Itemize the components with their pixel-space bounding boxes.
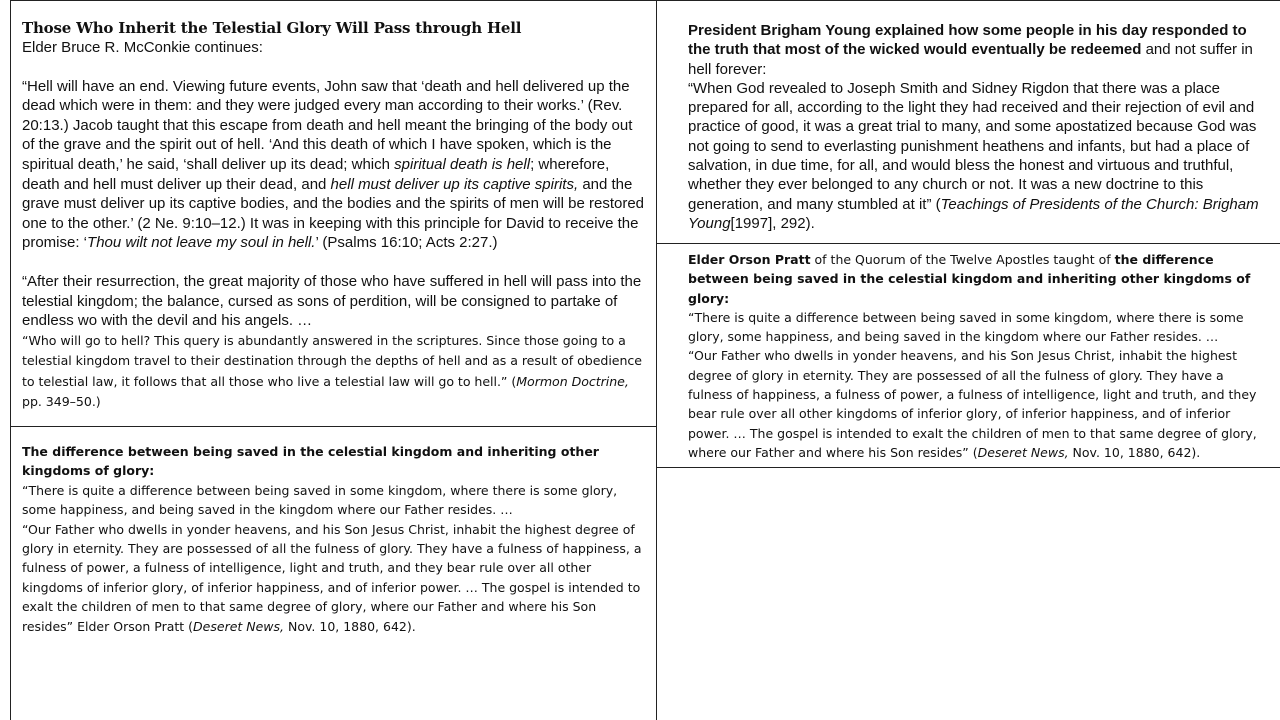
quote-text: “Our Father who dwells in yonder heavens, and his Son Jesus Christ, inhabit the highest degree of glory in eternity. They are possessed of all the fulness of glory. They have a fulness of happiness, a fulness of power, a fulness of intelligence, light and truth, and they bear rule over all other kingdoms of inferior glory, of inferior happiness, and of inferior power. … The gospel is intended to exalt the children of men to that same degree of glory, where our Father and where his Son resides” ( (688, 348, 1257, 460)
intro-line: Elder Bruce R. McConkie continues: (22, 39, 263, 56)
quote-text: Nov. 10, 1880, 642). (1068, 444, 1201, 460)
orson-pratt-panel (656, 243, 1280, 468)
quote-text: “Hell will have an end. Viewing future events, John saw that ‘death and hell delivered up the dead which were in them: and they were judged every man according to their works.’ (Rev. 20:13.) Jacob taught that this escape from death and hell meant the bringing of the body out of the grave and the spirit out of hell. ‘And this death of which I have spoken, which is the spiritual death,’ he said, ‘shall deliver up its dead; which (22, 77, 633, 173)
quote-paragraph-1: “There is quite a difference between being saved in some kingdom, where there is some glory, some happiness, and being saved in the kingdom where our Father resides. … (688, 309, 1244, 345)
quote-text: pp. 349–50.) (22, 393, 101, 409)
quote-paragraph-2 (688, 346, 1270, 462)
source-title: Mormon Doctrine, (516, 373, 629, 389)
quote-paragraph-2 (22, 520, 644, 636)
quote-text: “Our Father who dwells in yonder heavens, and his Son Jesus Christ, inhabit the highest degree of glory in eternity. They are possessed of all the fulness of glory. They have a fulness of happiness, a fulness of power, a fulness of intelligence, light and truth, and they bear rule over all other kingdoms of inferior glory, of inferior happiness, and of inferior power. … The gospel is intended to exalt the children of men to that same degree of glory, where our Father and where his Son resides” Elder Orson Pratt ( (22, 521, 642, 634)
brigham-young-panel (656, 0, 1280, 244)
quote-text: and the grave must deliver up its captive bodies, and the bodies and the spirits of men will be restored one to the other.’ (2 Ne. 9:10–12.) It was in keeping with this principle for David to receive the promise: ‘ (22, 175, 645, 252)
quote-text: Nov. 10, 1880, 642). (284, 618, 416, 634)
quote-text: [1997], 292). (730, 214, 815, 232)
intro-text: and not suffer in hell forever: (688, 41, 1253, 78)
quote-paragraph-1 (22, 77, 646, 253)
panel-heading (22, 442, 644, 481)
quote-text: ’ (Psalms 16:10; Acts 2:27.) (315, 234, 498, 252)
quote-paragraph-1: “There is quite a difference between being saved in some kingdom, where there is some glory, some happiness, and being saved in the kingdom where our Father resides. … (22, 482, 618, 518)
speaker-name: Elder Orson Pratt (688, 252, 811, 267)
heading-text: The difference between being saved in the celestial kingdom and inheriting other kingdoms of glory: (22, 444, 599, 479)
source-title: Deseret News, (193, 618, 285, 634)
bold-topic: the difference between being saved in the celestial kingdom and inheriting other kingdoms of glory: (688, 252, 1251, 306)
quote-paragraph-2: “After their resurrection, the great majority of those who have suffered in hell will pass into the telestial kingdom; the balance, cursed as sons of perdition, will be consigned to partake of endless wo with the devil and his angels. … (22, 272, 642, 330)
quote-italic: hell must deliver up its captive spirits, (330, 175, 579, 193)
quote-italic: Thou wilt not leave my soul in hell. (87, 234, 316, 252)
panel-title: Those Who Inherit the Telestial Glory Will Pass through Hell (22, 19, 522, 37)
quote-italic: spiritual death is hell (394, 155, 531, 173)
quote-paragraph-3 (22, 331, 646, 413)
intro-paragraph (688, 21, 1270, 79)
quote-paragraph (688, 79, 1270, 233)
source-title: Deseret News, (977, 444, 1069, 460)
telestial-hell-panel (10, 0, 657, 428)
empty-panel (656, 467, 1280, 720)
quote-text: “Who will go to hell? This query is abundantly answered in the scriptures. Since those going to a telestial kingdom travel to their destination through the depths of hell and as a result of obedience to telestial law, it follows that all those who live a telestial law will go to hell.” ( (22, 332, 643, 389)
intro-text: of the Quorum of the Twelve Apostles taught of (810, 252, 1115, 267)
quote-text: “When God revealed to Joseph Smith and Sidney Rigdon that there was a place prepared for all, according to the light they had received and their rejection of evil and practice of good, it was a great trial to many, and some apostatized because God was not going to send to everlasting punishment heathens and infants, but had a place of salvation, in due time, for all, and would bless the honest and virtuous and truthful, whether they ever belonged to any church or not. It was a new doctrine to this generation, and many stumbled at it” ( (688, 79, 1257, 213)
quote-text: ; wherefore, death and hell must deliver up their dead, and (22, 155, 610, 193)
source-title: Teachings of Presidents of the Church: Brigham Young (688, 195, 1259, 232)
kingdoms-difference-panel (10, 426, 657, 720)
intro-paragraph (688, 250, 1270, 308)
bold-intro: President Brigham Young explained how some people in his day responded to the truth that most of the wicked would eventually be redeemed (688, 22, 1247, 59)
